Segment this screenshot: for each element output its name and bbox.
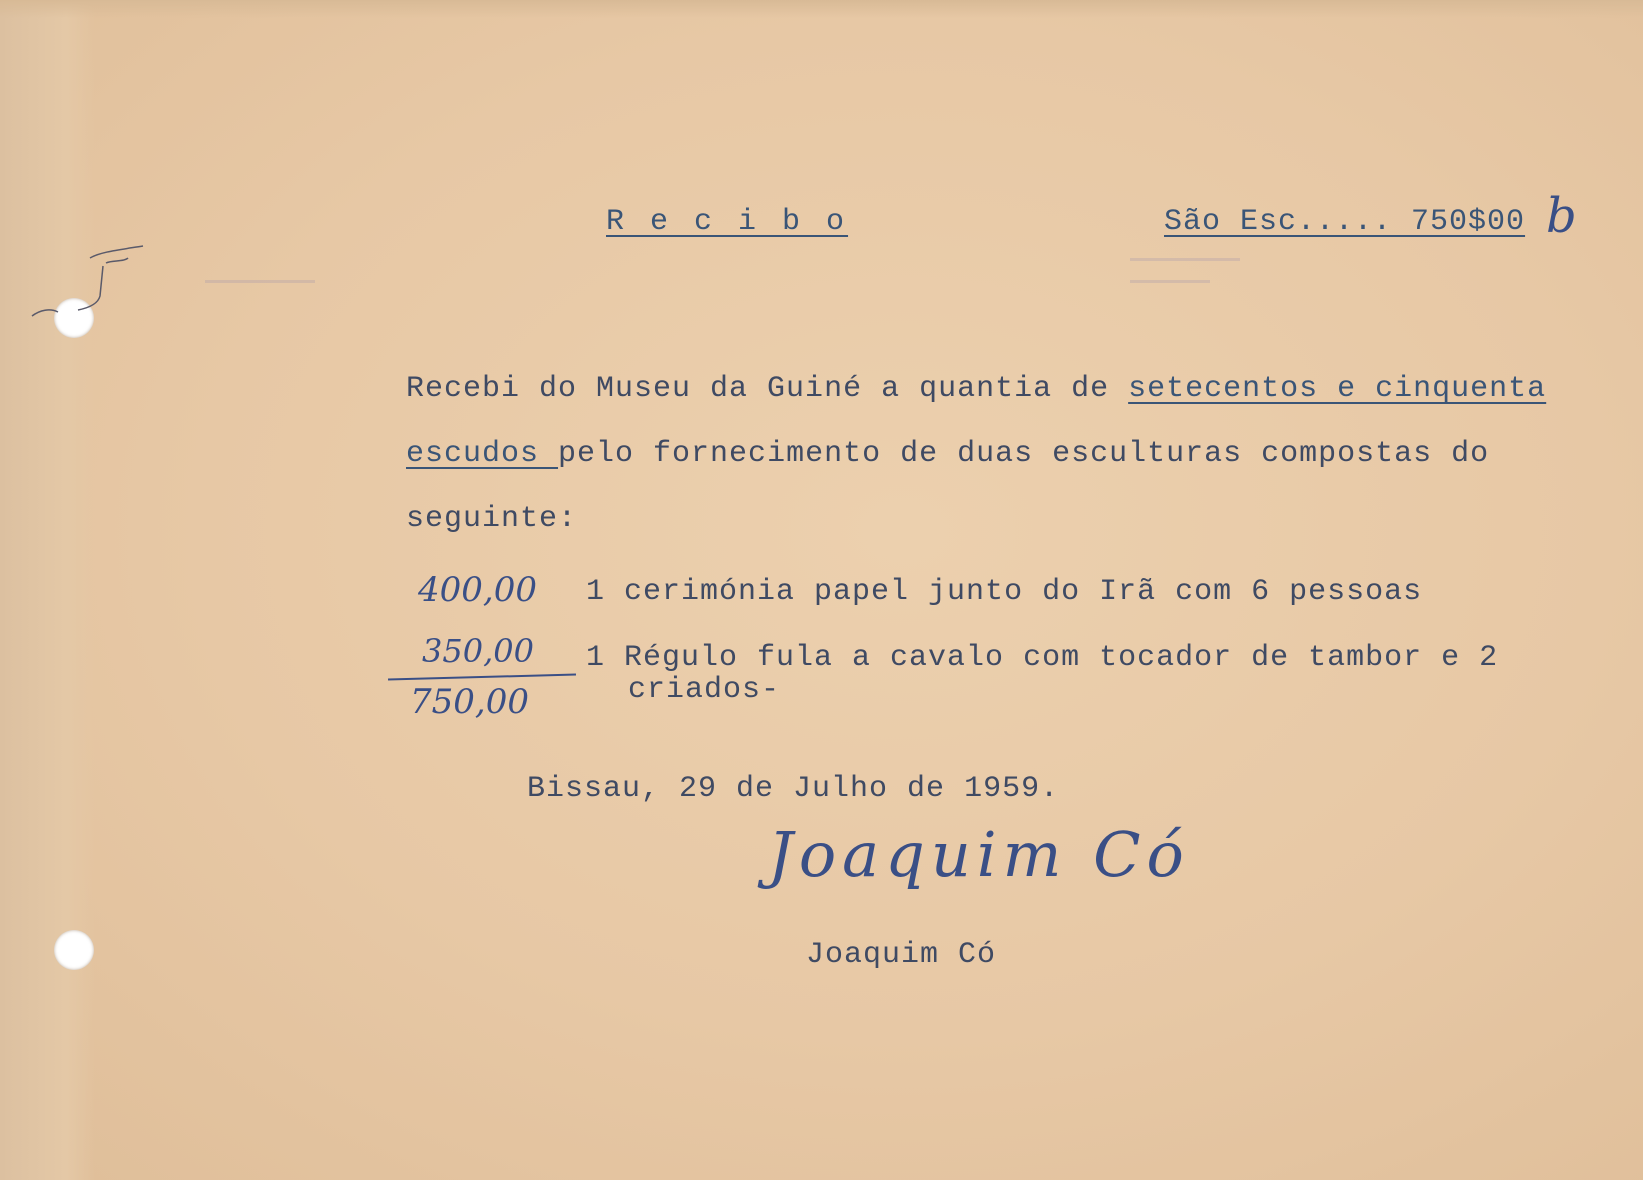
paper-top-edge: [0, 0, 1643, 18]
amount-in-words-1: setecentos e cinquenta: [1128, 372, 1547, 406]
item-1-hand-value: 400,00: [418, 570, 537, 610]
signature: Joaquim Có: [768, 818, 1190, 891]
item-1-text: 1 cerimónia papel junto do Irã com 6 pessoas: [586, 575, 1423, 609]
faint-mark: [1130, 280, 1210, 283]
amount-in-words-2: escudos: [406, 437, 559, 471]
amount-handwritten-mark: b: [1546, 188, 1577, 244]
hand-total: 750,00: [410, 682, 529, 722]
place-and-date: Bissau, 29 de Julho de 1959.: [527, 772, 1060, 806]
punch-hole-bottom: [54, 930, 94, 970]
item-2-hand-value: 350,00: [422, 632, 534, 670]
body-line-2-text: pelo fornecimento de duas esculturas compostas do: [558, 437, 1490, 471]
receipt-body-line-3: seguinte:: [406, 502, 578, 536]
item-2-text: 1 Régulo fula a cavalo com tocador de tambor e 2: [586, 641, 1499, 675]
sum-line: [388, 674, 576, 681]
faint-mark: [1130, 258, 1240, 261]
paper-left-edge: [0, 0, 95, 1180]
receipt-title: R e c i b o: [606, 205, 849, 239]
faint-mark: [205, 280, 315, 283]
signer-name: Joaquim Có: [806, 938, 997, 972]
receipt-body-line-2: [406, 437, 1489, 471]
item-2-text-continued: criados-: [628, 673, 781, 707]
receipt-amount: São Esc..... 750$00: [1164, 205, 1526, 239]
pen-doodle: [28, 238, 148, 328]
body-line-1-text: Recebi do Museu da Guiné a quantia de: [406, 372, 1129, 406]
receipt-body-line-1: [406, 372, 1546, 406]
